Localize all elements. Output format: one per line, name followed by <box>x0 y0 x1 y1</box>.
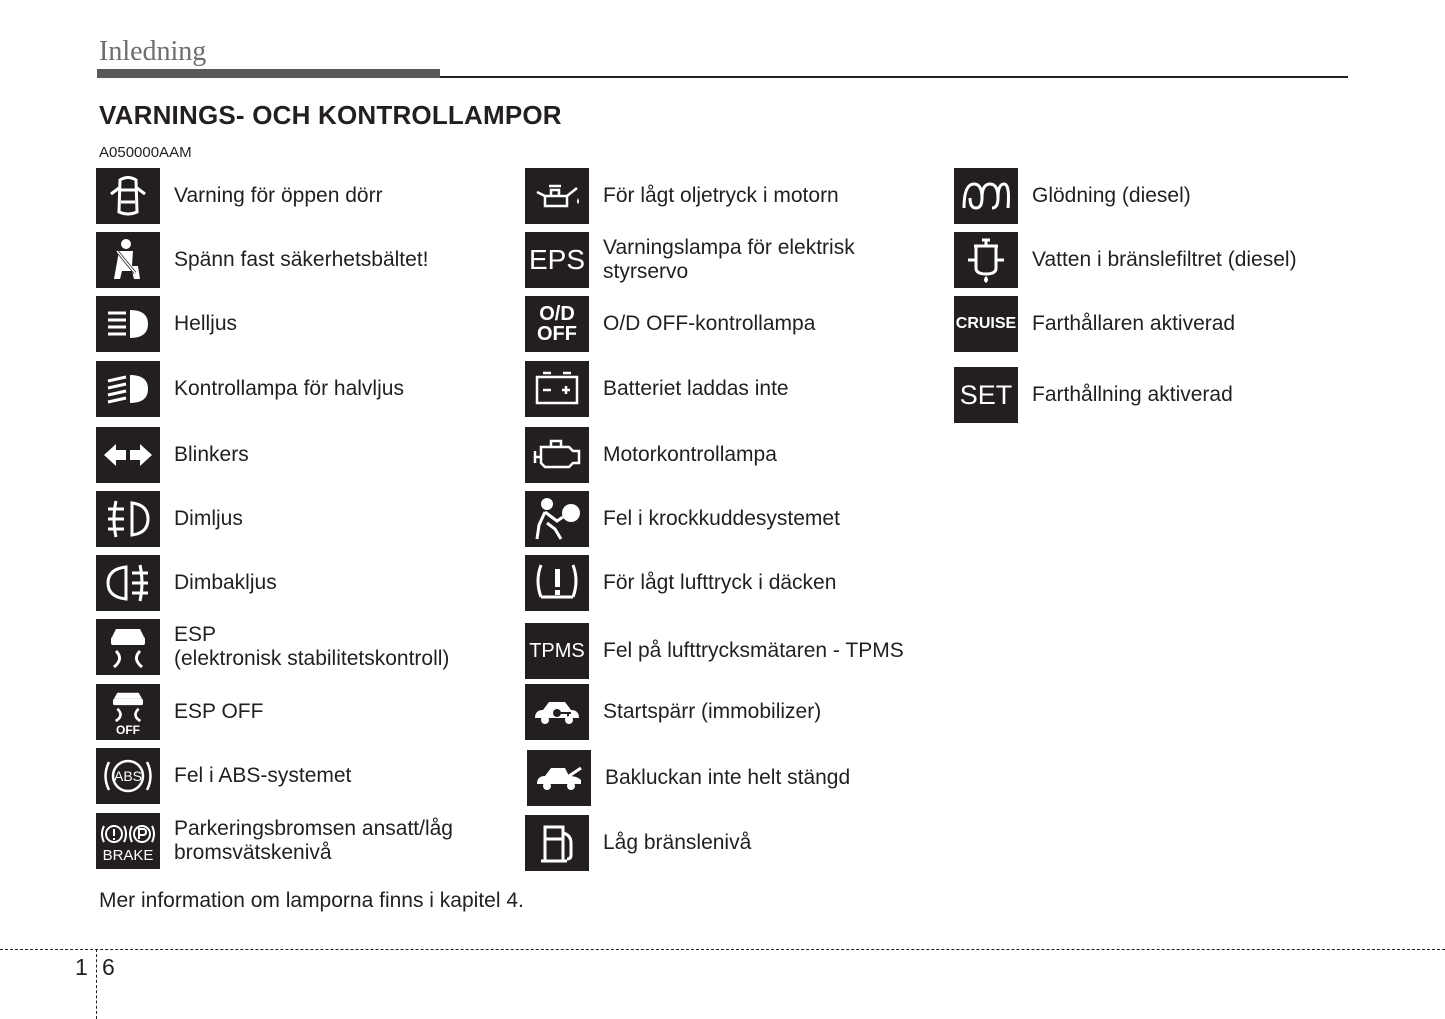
low-beam-icon <box>96 361 160 417</box>
lamp-item-front-fog <box>96 491 243 547</box>
footer-divider <box>0 949 1445 950</box>
lamp-item-esp-off <box>96 684 263 740</box>
seatbelt-icon <box>96 232 160 288</box>
abs-icon: ABS <box>96 748 160 804</box>
lamp-item-open-door <box>96 168 383 224</box>
trunk-open-icon <box>527 750 591 806</box>
cruise-icon: CRUISE <box>954 296 1018 352</box>
footer-note: Mer information om lamporna finns i kapitel 4. <box>99 889 524 912</box>
oil-pressure-icon <box>525 168 589 224</box>
lamp-item-oil-pressure <box>525 168 839 224</box>
lamp-label: Fel i ABS-systemet <box>174 764 352 787</box>
lamp-item-esp <box>96 619 449 675</box>
header-rule-thick <box>97 69 440 78</box>
battery-icon <box>525 361 589 417</box>
lamp-label: Blinkers <box>174 443 249 466</box>
lamp-item-od-off <box>525 296 815 352</box>
lamp-label: Motorkontrollampa <box>603 443 777 466</box>
lamp-item-turn-signal <box>96 427 249 483</box>
lamp-label: Fel på lufttrycksmätaren - TPMS <box>603 639 904 662</box>
lamp-label: Batteriet laddas inte <box>603 377 789 400</box>
lamp-item-low-beam <box>96 361 404 417</box>
lamp-item-battery <box>525 361 789 417</box>
tpms-icon: TPMS <box>525 623 589 679</box>
lamp-label: O/D OFF-kontrollampa <box>603 312 816 335</box>
lamp-label: ESP (elektronisk stabilitetskontroll) <box>174 623 450 670</box>
lamp-item-immobilizer <box>525 684 821 740</box>
page-number: 6 <box>102 954 115 980</box>
lamp-label: Farthållaren aktiverad <box>1032 312 1236 335</box>
engine-check-icon <box>525 427 589 483</box>
high-beam-icon <box>96 296 160 352</box>
glow-plug-icon <box>954 168 1018 224</box>
water-in-fuel-icon <box>954 232 1018 288</box>
lamp-label: Fel i krockkuddesystemet <box>603 507 840 530</box>
section-header: Inledning <box>99 36 207 67</box>
lamp-label: Varning för öppen dörr <box>174 184 383 207</box>
lamp-label: För lågt oljetryck i motorn <box>603 184 839 207</box>
lamp-item-rear-fog <box>96 555 277 611</box>
page-title: VARNINGS- OCH KONTROLLAMPOR <box>99 100 562 130</box>
lamp-label: Varningslampa för elektrisk styrservo <box>603 236 855 283</box>
lamp-label: Farthållning aktiverad <box>1032 383 1233 406</box>
lamp-item-cruise <box>954 296 1235 352</box>
lamp-item-low-fuel <box>525 815 751 871</box>
lamp-item-tire-pressure <box>525 555 836 611</box>
document-code: A050000AAM <box>99 144 192 161</box>
lamp-label: Låg bränslenivå <box>603 831 752 854</box>
open-door-icon <box>96 168 160 224</box>
lamp-label: Glödning (diesel) <box>1032 184 1191 207</box>
lamp-label: Vatten i bränslefiltret (diesel) <box>1032 248 1297 271</box>
lamp-item-water-in-fuel <box>954 232 1297 288</box>
set-icon: SET <box>954 367 1018 423</box>
lamp-item-engine-check <box>525 427 777 483</box>
turn-signal-icon <box>96 427 160 483</box>
lamp-item-seatbelt <box>96 232 429 288</box>
lamp-label: Kontrollampa för halvljus <box>174 377 404 400</box>
page-number-divider <box>96 949 97 1019</box>
airbag-icon <box>525 491 589 547</box>
lamp-item-tpms <box>525 623 904 679</box>
lamp-label: ESP OFF <box>174 700 264 723</box>
lamp-label: Spänn fast säkerhetsbältet! <box>174 248 429 271</box>
od-off-icon: O/D OFF <box>525 296 589 352</box>
lamp-item-glow-plug <box>954 168 1191 224</box>
chapter-number: 1 <box>75 954 88 980</box>
esp-off-icon: OFF <box>96 684 160 740</box>
esp-icon <box>96 619 160 675</box>
brake-icon: BRAKE <box>96 813 160 869</box>
lamp-item-abs <box>96 748 351 804</box>
front-fog-icon <box>96 491 160 547</box>
lamp-item-brake <box>96 813 453 869</box>
eps-icon: EPS <box>525 232 589 288</box>
lamp-label: Helljus <box>174 312 238 335</box>
lamp-item-airbag <box>525 491 840 547</box>
rear-fog-icon <box>96 555 160 611</box>
lamp-label: För lågt lufttryck i däcken <box>603 571 837 594</box>
header-rule-thin <box>440 76 1348 78</box>
lamp-item-set <box>954 367 1233 423</box>
lamp-item-eps <box>525 232 855 288</box>
lamp-label: Bakluckan inte helt stängd <box>605 766 851 789</box>
immobilizer-icon <box>525 684 589 740</box>
lamp-label: Dimljus <box>174 507 243 530</box>
lamp-label: Dimbakljus <box>174 571 277 594</box>
lamp-label: Startspärr (immobilizer) <box>603 700 822 723</box>
tire-pressure-icon <box>525 555 589 611</box>
lamp-item-trunk-open <box>527 750 850 806</box>
lamp-label: Parkeringsbromsen ansatt/låg bromsvätskenivå <box>174 817 453 864</box>
lamp-item-high-beam <box>96 296 237 352</box>
low-fuel-icon <box>525 815 589 871</box>
